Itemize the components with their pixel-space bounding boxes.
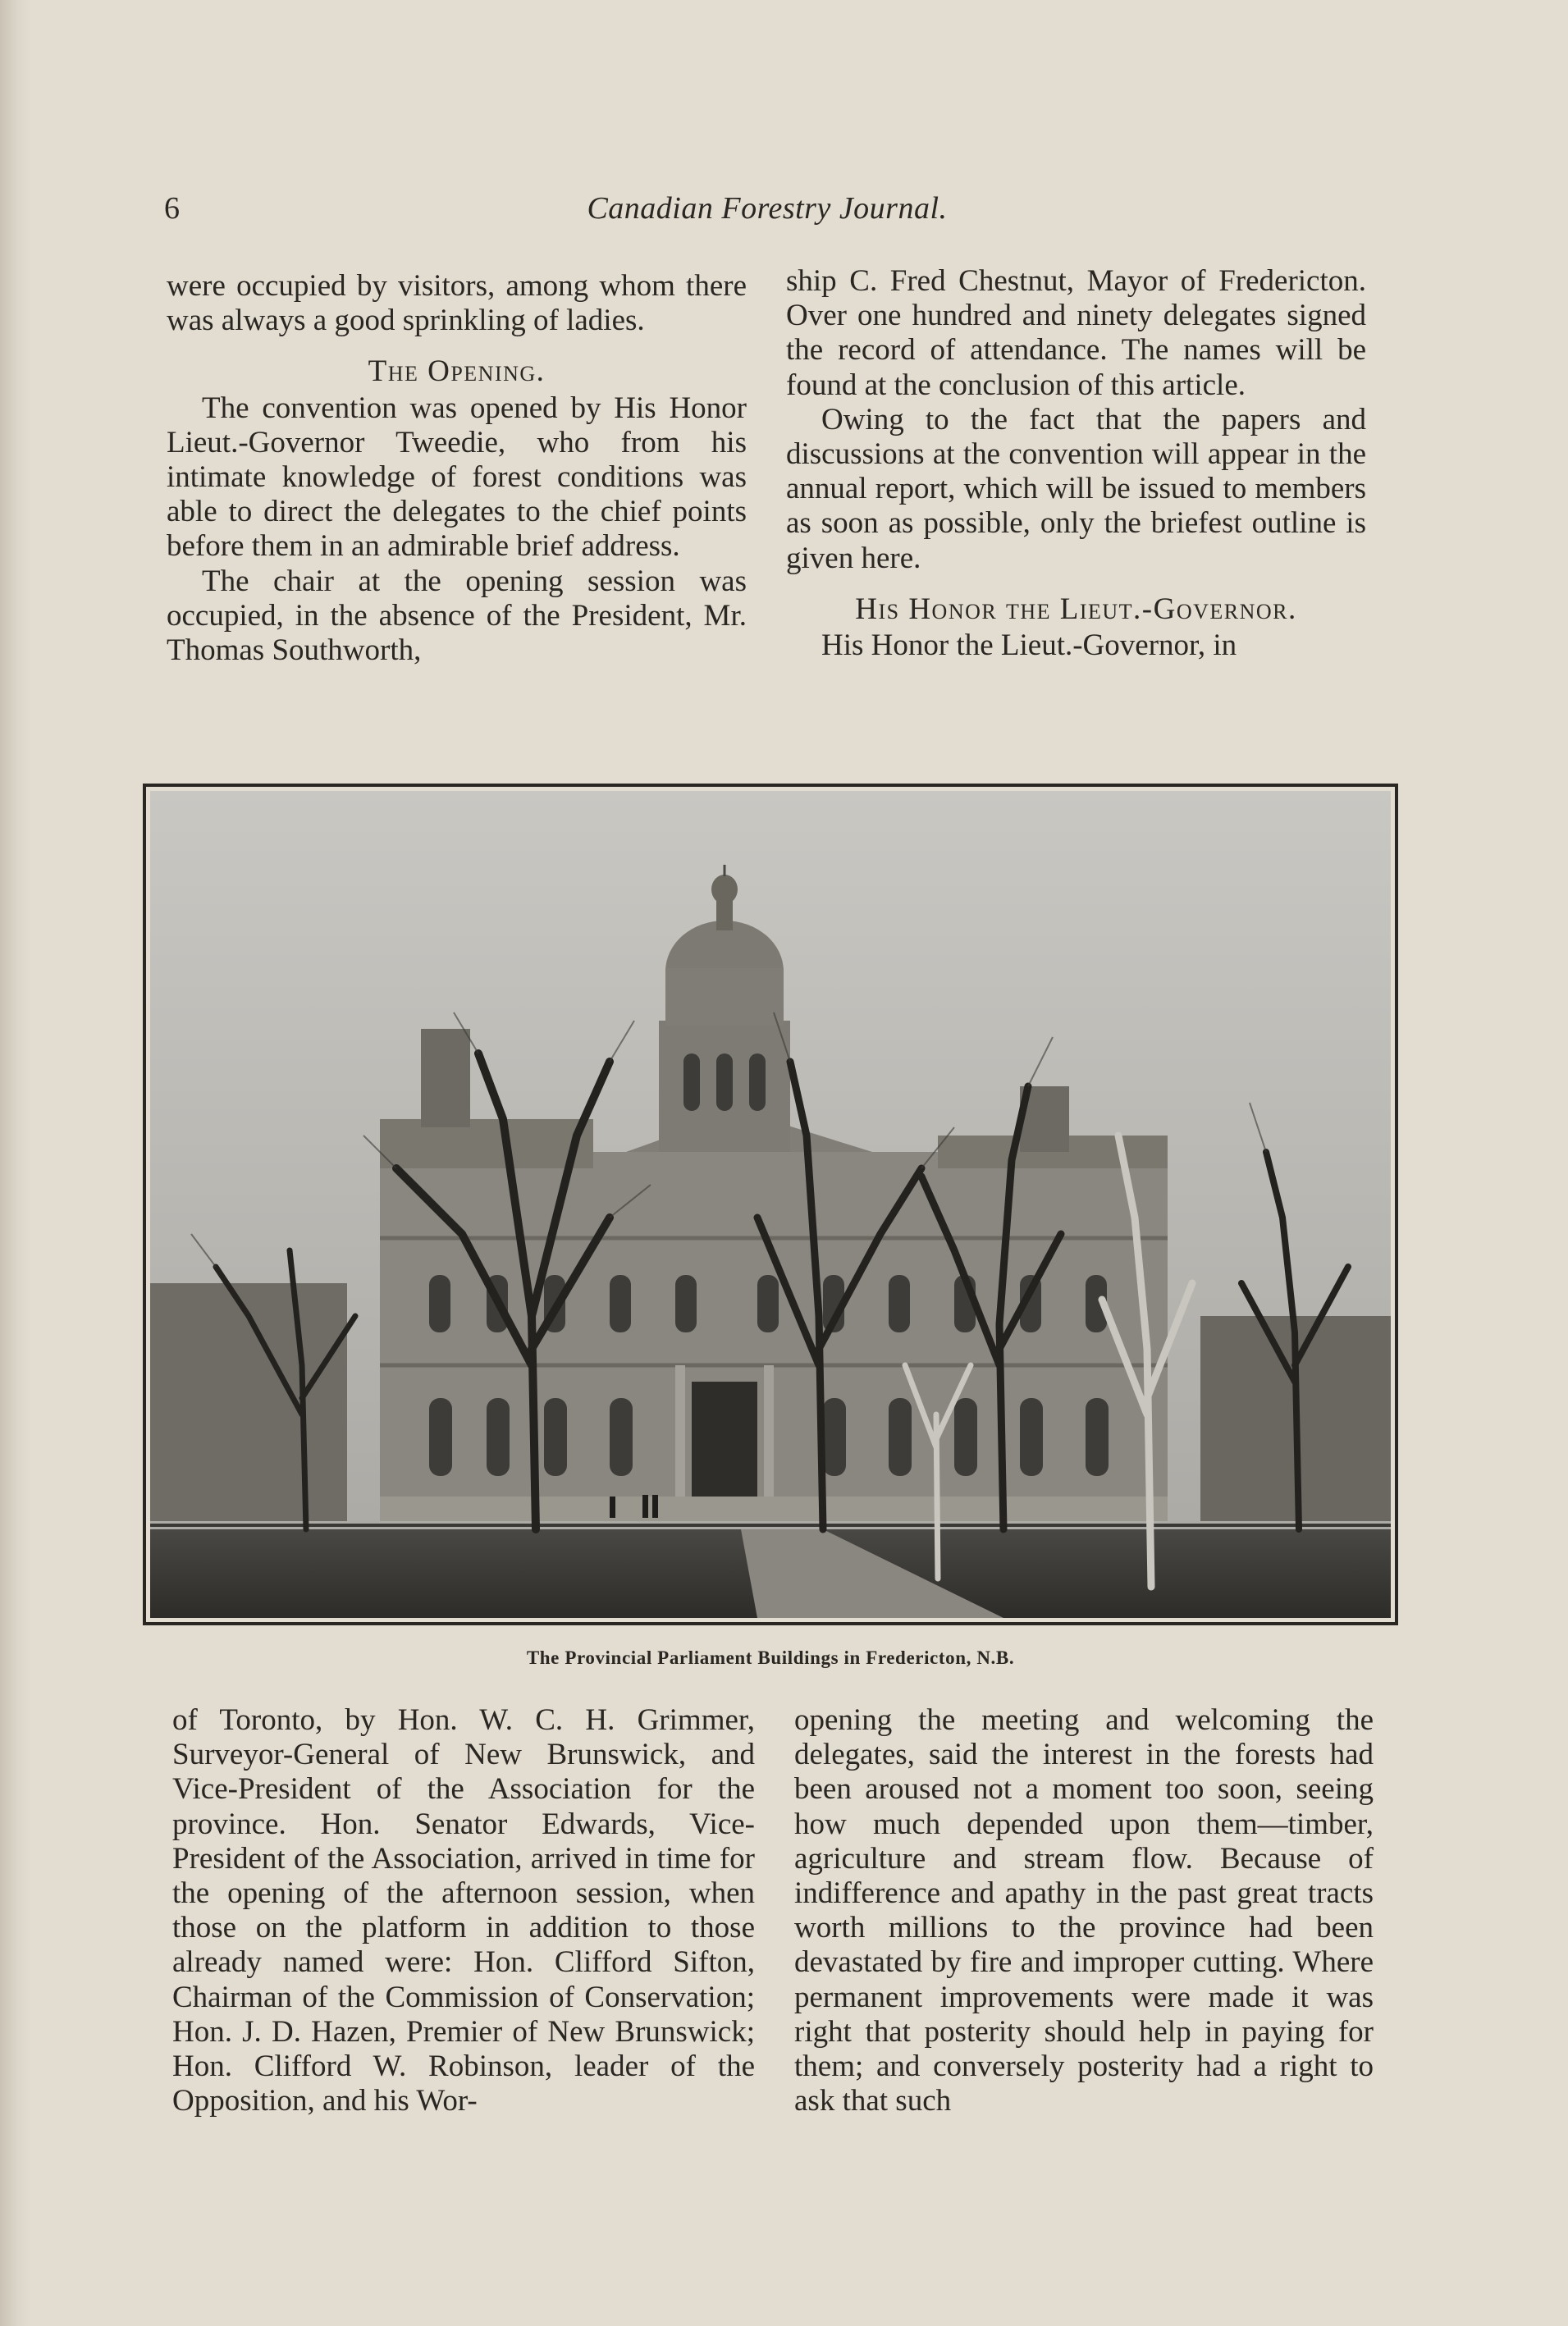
bottom-right-column xyxy=(794,1703,1374,2118)
top-right-column xyxy=(786,264,1366,663)
parliament-building-photo xyxy=(150,791,1391,1618)
paragraph: were occupied by visitors, among whom there was always a good sprinkling of ladies. xyxy=(167,269,747,338)
paragraph: His Honor the Lieut.-Governor, in xyxy=(821,628,1237,663)
page-number: 6 xyxy=(164,191,180,226)
bottom-left-column xyxy=(172,1703,755,2118)
section-heading-governor: His Honor the Lieut.-Governor. xyxy=(855,592,1297,626)
page-binding-shadow xyxy=(0,0,31,2326)
photo-frame xyxy=(143,784,1398,1625)
paragraph: opening the meeting and welcoming the delegates, said the interest in the forests had been aroused not a moment too soon, seeing how much depended upon them—timber, agriculture and stream flow. Because of indifference and apathy in the past great tracts worth millions to the province had been devastated by fire and improper cutting. Where permanent improvements were made it was right that posterity should help in paying for them; and conversely posterity had a right to ask that such xyxy=(794,1703,1374,2118)
photo-caption: The Provincial Parliament Buildings in Fredericton, N.B. xyxy=(526,1647,1015,1668)
paragraph: of Toronto, by Hon. W. C. H. Grimmer, Surveyor-General of New Brunswick, and Vice-President of the Association for the province. Hon. Senator Edwards, Vice-President of the Association, arrived in time for the opening of the afternoon session, when those on the platform in addition to those already named were: Hon. Clifford Sifton, Chairman of the Commission of Conservation; Hon. J. D. Hazen, Premier of New Brunswick; Hon. Clifford W. Robinson, leader of the Opposition, and his Wor- xyxy=(172,1703,755,2118)
top-left-column xyxy=(167,269,747,668)
running-header xyxy=(164,190,1370,240)
paragraph: The convention was opened by His Honor Lieut.-Governor Tweedie, who from his intimate knowledge of forest conditions was able to direct the delegates to the chief points before them in an admirable brief address. xyxy=(167,391,747,564)
paragraph: ship C. Fred Chestnut, Mayor of Fredericton. Over one hundred and ninety delegates signed the record of attendance. The names will be found at the conclusion of this article. xyxy=(786,264,1366,402)
paragraph: Owing to the fact that the papers and discussions at the convention will appear in the annual report, which will be issued to members as soon as possible, only the briefest outline is given here. xyxy=(786,402,1366,575)
journal-title: Canadian Forestry Journal. xyxy=(587,191,948,226)
section-heading-opening: The Opening. xyxy=(368,354,546,389)
paragraph: The chair at the opening session was occupied, in the absence of the President, Mr. Thomas Southworth, xyxy=(167,564,747,668)
